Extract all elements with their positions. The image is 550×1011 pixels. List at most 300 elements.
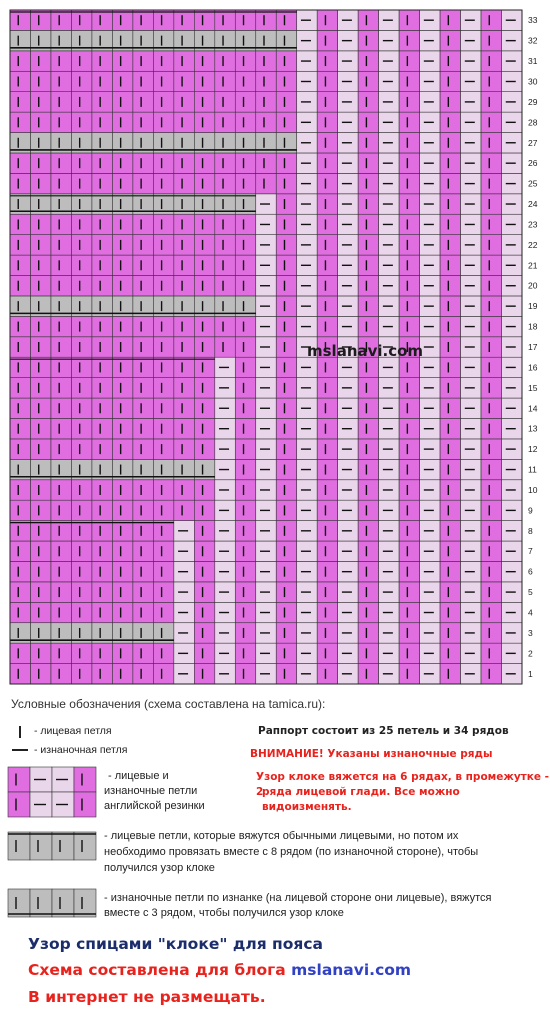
footer-blog-site[interactable]: mslanavi.com bbox=[291, 961, 412, 979]
chart-cell bbox=[399, 214, 419, 234]
chart-cell bbox=[440, 194, 460, 214]
chart-cell bbox=[256, 71, 276, 91]
chart-cell bbox=[153, 439, 173, 459]
chart-cell bbox=[317, 643, 337, 663]
chart-cell bbox=[133, 357, 153, 377]
chart-cell bbox=[399, 173, 419, 193]
chart-cell bbox=[399, 357, 419, 377]
row-number: 17 bbox=[528, 342, 538, 352]
chart-cell bbox=[235, 173, 255, 193]
chart-cell bbox=[399, 480, 419, 500]
chart-cell bbox=[112, 643, 132, 663]
chart-cell bbox=[174, 235, 194, 255]
chart-cell bbox=[153, 643, 173, 663]
chart-cell bbox=[235, 92, 255, 112]
chart-cell bbox=[71, 561, 91, 581]
chart-cell bbox=[399, 92, 419, 112]
chart-cell bbox=[71, 439, 91, 459]
chart-cell bbox=[30, 276, 50, 296]
chart-cell bbox=[71, 71, 91, 91]
chart-cell bbox=[51, 173, 71, 193]
chart-cell bbox=[10, 561, 30, 581]
chart-cell bbox=[153, 582, 173, 602]
chart-cell bbox=[10, 92, 30, 112]
chart-cell bbox=[153, 480, 173, 500]
chart-cell bbox=[133, 582, 153, 602]
chart-cell bbox=[133, 378, 153, 398]
info-note-1: Узор клоке вяжется на 6 рядах, в промежутке - 2 bbox=[256, 771, 550, 798]
chart-cell bbox=[481, 439, 501, 459]
chart-cell bbox=[51, 153, 71, 173]
chart-cell bbox=[481, 51, 501, 71]
chart-cell bbox=[276, 51, 296, 71]
chart-cell bbox=[358, 173, 378, 193]
chart-cell bbox=[235, 378, 255, 398]
chart-cell bbox=[399, 133, 419, 153]
chart-cell bbox=[317, 173, 337, 193]
chart-cell bbox=[358, 418, 378, 438]
chart-cell bbox=[317, 51, 337, 71]
chart-cell bbox=[440, 214, 460, 234]
chart-cell bbox=[276, 418, 296, 438]
chart-cell bbox=[317, 418, 337, 438]
chart-cell bbox=[153, 276, 173, 296]
chart-cell bbox=[71, 255, 91, 275]
chart-cell bbox=[399, 10, 419, 30]
chart-cell bbox=[317, 378, 337, 398]
row-number: 16 bbox=[528, 362, 538, 373]
chart-cell bbox=[153, 500, 173, 520]
chart-cell bbox=[399, 71, 419, 91]
chart-cell bbox=[440, 51, 460, 71]
footer-warning: В интернет не размещать. bbox=[28, 988, 266, 1006]
chart-cell bbox=[215, 51, 235, 71]
chart-cell bbox=[481, 398, 501, 418]
chart-cell bbox=[153, 51, 173, 71]
chart-cell bbox=[10, 602, 30, 622]
chart-cell bbox=[30, 235, 50, 255]
chart-cell bbox=[112, 582, 132, 602]
chart-cell bbox=[92, 173, 112, 193]
chart-cell bbox=[399, 664, 419, 684]
chart-cell bbox=[317, 255, 337, 275]
row-number: 12 bbox=[528, 444, 538, 455]
chart-cell bbox=[71, 214, 91, 234]
chart-cell bbox=[71, 602, 91, 622]
chart-cell bbox=[481, 521, 501, 541]
chart-cell bbox=[51, 418, 71, 438]
chart-cell bbox=[481, 541, 501, 561]
chart-cell bbox=[133, 439, 153, 459]
chart-cell bbox=[481, 173, 501, 193]
chart-cell bbox=[235, 664, 255, 684]
chart-cell bbox=[235, 439, 255, 459]
chart-cell bbox=[92, 51, 112, 71]
swatch-cell bbox=[52, 832, 74, 860]
rib-swatch-icon bbox=[7, 766, 97, 818]
chart-cell bbox=[10, 316, 30, 336]
chart-cell bbox=[51, 500, 71, 520]
footer-blog bbox=[28, 961, 411, 979]
chart-cell bbox=[481, 561, 501, 581]
chart-cell bbox=[481, 316, 501, 336]
chart-cell bbox=[440, 30, 460, 50]
chart-cell bbox=[358, 378, 378, 398]
chart-cell bbox=[30, 10, 50, 30]
chart-cell bbox=[481, 500, 501, 520]
chart-cell bbox=[481, 194, 501, 214]
chart-cell bbox=[276, 398, 296, 418]
chart-cell bbox=[235, 561, 255, 581]
chart-cell bbox=[153, 664, 173, 684]
chart-cell bbox=[235, 541, 255, 561]
chart-cell bbox=[317, 194, 337, 214]
chart-cell bbox=[317, 112, 337, 132]
chart-cell bbox=[481, 337, 501, 357]
chart-cell bbox=[481, 459, 501, 479]
chart-cell bbox=[399, 500, 419, 520]
chart-cell bbox=[317, 439, 337, 459]
chart-cell bbox=[481, 418, 501, 438]
chart-cell bbox=[71, 521, 91, 541]
chart-cell bbox=[92, 92, 112, 112]
chart-cell bbox=[256, 112, 276, 132]
row-number: 15 bbox=[528, 382, 538, 393]
chart-cell bbox=[194, 500, 214, 520]
chart-cell bbox=[399, 561, 419, 581]
chart-cell bbox=[215, 71, 235, 91]
warning-note: ВНИМАНИЕ! Указаны изнаночные ряды bbox=[250, 748, 493, 760]
chart-cell bbox=[71, 643, 91, 663]
chart-cell bbox=[153, 173, 173, 193]
chart-cell bbox=[133, 276, 153, 296]
chart-cell bbox=[440, 623, 460, 643]
chart-cell bbox=[112, 439, 132, 459]
chart-cell bbox=[235, 276, 255, 296]
swatch-cell bbox=[30, 889, 52, 917]
chart-cell bbox=[153, 92, 173, 112]
chart-cell bbox=[10, 10, 30, 30]
row-number: 22 bbox=[528, 239, 538, 250]
chart-cell bbox=[30, 112, 50, 132]
chart-cell bbox=[10, 235, 30, 255]
chart-cell bbox=[112, 112, 132, 132]
chart-cell bbox=[194, 214, 214, 234]
legend-title: Условные обозначения (схема составлена на tamica.ru): bbox=[11, 697, 326, 711]
chart-cell bbox=[71, 398, 91, 418]
chart-cell bbox=[440, 500, 460, 520]
chart-cell bbox=[92, 112, 112, 132]
footer-title: Узор спицами "клоке" для пояса bbox=[28, 935, 324, 953]
chart-cell bbox=[235, 623, 255, 643]
chart-cell bbox=[51, 337, 71, 357]
chart-cell bbox=[51, 561, 71, 581]
chart-cell bbox=[30, 92, 50, 112]
chart-cell bbox=[317, 276, 337, 296]
row-number: 3 bbox=[528, 627, 533, 638]
chart-cell bbox=[215, 214, 235, 234]
footer-blog-prefix: Схема составлена для блога bbox=[28, 961, 292, 979]
chart-cell bbox=[276, 643, 296, 663]
chart-cell bbox=[440, 418, 460, 438]
chart-cell bbox=[51, 480, 71, 500]
chart-cell bbox=[30, 561, 50, 581]
chart-cell bbox=[153, 337, 173, 357]
chart-cell bbox=[215, 173, 235, 193]
chart-cell bbox=[276, 71, 296, 91]
chart-cell bbox=[440, 316, 460, 336]
chart-cell bbox=[174, 51, 194, 71]
chart-cell bbox=[399, 643, 419, 663]
chart-cell bbox=[30, 71, 50, 91]
chart-cell bbox=[71, 316, 91, 336]
chart-cell bbox=[30, 378, 50, 398]
chart-cell bbox=[235, 153, 255, 173]
chart-cell bbox=[317, 623, 337, 643]
chart-cell bbox=[153, 561, 173, 581]
chart-cell bbox=[153, 398, 173, 418]
chart-cell bbox=[317, 541, 337, 561]
chart-cell bbox=[256, 92, 276, 112]
chart-cell bbox=[133, 92, 153, 112]
chart-cell bbox=[133, 500, 153, 520]
chart-cell bbox=[358, 643, 378, 663]
chart-cell bbox=[10, 418, 30, 438]
chart-cell bbox=[399, 602, 419, 622]
chart-cell bbox=[71, 276, 91, 296]
chart-cell bbox=[399, 235, 419, 255]
chart-cell bbox=[235, 255, 255, 275]
chart-cell bbox=[10, 153, 30, 173]
chart-cell bbox=[481, 255, 501, 275]
chart-cell bbox=[440, 153, 460, 173]
chart-cell bbox=[194, 541, 214, 561]
chart-cell bbox=[235, 398, 255, 418]
chart-cell bbox=[194, 276, 214, 296]
chart-cell bbox=[399, 194, 419, 214]
chart-cell bbox=[174, 10, 194, 30]
chart-cell bbox=[194, 623, 214, 643]
chart-cell bbox=[276, 623, 296, 643]
chart-cell bbox=[235, 316, 255, 336]
chart-cell bbox=[235, 337, 255, 357]
chart-cell bbox=[30, 664, 50, 684]
chart-cell bbox=[399, 51, 419, 71]
chart-cell bbox=[51, 71, 71, 91]
chart-cell bbox=[112, 500, 132, 520]
legend-rib-2: изнаночные петли bbox=[104, 785, 198, 797]
chart-cell bbox=[276, 10, 296, 30]
chart-cell bbox=[174, 255, 194, 275]
chart-cell bbox=[358, 296, 378, 316]
chart-cell bbox=[92, 235, 112, 255]
chart-cell bbox=[440, 337, 460, 357]
chart-cell bbox=[276, 439, 296, 459]
chart-cell bbox=[317, 10, 337, 30]
chart-cell bbox=[317, 357, 337, 377]
chart-cell bbox=[71, 112, 91, 132]
chart-cell bbox=[235, 643, 255, 663]
chart-cell bbox=[317, 561, 337, 581]
swatch-cell bbox=[8, 832, 30, 860]
chart-cell bbox=[481, 30, 501, 50]
chart-cell bbox=[256, 51, 276, 71]
chart-cell bbox=[174, 500, 194, 520]
chart-cell bbox=[317, 500, 337, 520]
chart-cell bbox=[317, 92, 337, 112]
chart-cell bbox=[92, 439, 112, 459]
chart-cell bbox=[10, 664, 30, 684]
chart-cell bbox=[256, 10, 276, 30]
chart-cell bbox=[358, 316, 378, 336]
chart-cell bbox=[112, 51, 132, 71]
chart-cell bbox=[235, 51, 255, 71]
chart-cell bbox=[358, 602, 378, 622]
chart-cell bbox=[30, 643, 50, 663]
chart-cell bbox=[71, 51, 91, 71]
chart-cell bbox=[440, 664, 460, 684]
chart-cell bbox=[194, 153, 214, 173]
chart-cell bbox=[481, 623, 501, 643]
chart-cell bbox=[358, 10, 378, 30]
chart-cell bbox=[194, 521, 214, 541]
chart-cell bbox=[399, 459, 419, 479]
chart-cell bbox=[51, 439, 71, 459]
chart-cell bbox=[30, 316, 50, 336]
chart-cell bbox=[174, 153, 194, 173]
chart-cell bbox=[133, 51, 153, 71]
swatch-cell bbox=[74, 832, 96, 860]
chart-cell bbox=[481, 357, 501, 377]
chart-cell bbox=[215, 316, 235, 336]
chart-cell bbox=[215, 235, 235, 255]
chart-cell bbox=[112, 276, 132, 296]
chart-cell bbox=[92, 398, 112, 418]
chart-cell bbox=[174, 112, 194, 132]
legend-gray3-2: вместе с 3 рядом, чтобы получился узор клоке bbox=[104, 907, 344, 919]
chart-cell bbox=[51, 398, 71, 418]
chart-cell bbox=[10, 173, 30, 193]
chart-cell bbox=[276, 357, 296, 377]
chart-cell bbox=[194, 316, 214, 336]
chart-cell bbox=[51, 521, 71, 541]
chart-cell bbox=[112, 337, 132, 357]
chart-cell bbox=[235, 521, 255, 541]
chart-cell bbox=[440, 357, 460, 377]
chart-cell bbox=[51, 582, 71, 602]
chart-cell bbox=[276, 541, 296, 561]
chart-cell bbox=[153, 521, 173, 541]
chart-cell bbox=[399, 398, 419, 418]
chart-cell bbox=[358, 500, 378, 520]
chart-cell bbox=[112, 602, 132, 622]
row-number: 28 bbox=[528, 117, 538, 128]
chart-cell bbox=[235, 500, 255, 520]
chart-cell bbox=[440, 255, 460, 275]
chart-cell bbox=[215, 153, 235, 173]
chart-cell bbox=[235, 235, 255, 255]
chart-cell bbox=[174, 480, 194, 500]
chart-cell bbox=[194, 51, 214, 71]
chart-cell bbox=[133, 480, 153, 500]
chart-cell bbox=[30, 398, 50, 418]
chart-cell bbox=[10, 51, 30, 71]
chart-cell bbox=[481, 112, 501, 132]
chart-cell bbox=[194, 664, 214, 684]
chart-cell bbox=[30, 521, 50, 541]
chart-cell bbox=[133, 214, 153, 234]
chart-cell bbox=[112, 235, 132, 255]
chart-cell bbox=[440, 276, 460, 296]
gray-row3-swatch-icon bbox=[7, 888, 97, 918]
chart-cell bbox=[358, 276, 378, 296]
chart-cell bbox=[133, 418, 153, 438]
chart-cell bbox=[440, 439, 460, 459]
chart-cell bbox=[112, 521, 132, 541]
chart-cell bbox=[112, 255, 132, 275]
chart-cell bbox=[71, 541, 91, 561]
chart-cell bbox=[235, 71, 255, 91]
chart-cell bbox=[317, 296, 337, 316]
chart-cell bbox=[10, 378, 30, 398]
row-number: 26 bbox=[528, 158, 538, 169]
chart-cell bbox=[358, 541, 378, 561]
chart-cell bbox=[276, 500, 296, 520]
chart-cell bbox=[51, 378, 71, 398]
chart-cell bbox=[174, 316, 194, 336]
chart-cell bbox=[51, 214, 71, 234]
chart-cell bbox=[481, 582, 501, 602]
chart-cell bbox=[133, 337, 153, 357]
chart-cell bbox=[358, 51, 378, 71]
chart-cell bbox=[153, 112, 173, 132]
row-number: 7 bbox=[528, 546, 533, 557]
chart-cell bbox=[174, 357, 194, 377]
chart-cell bbox=[51, 602, 71, 622]
swatch-cell bbox=[74, 889, 96, 917]
chart-cell bbox=[133, 316, 153, 336]
row-number: 29 bbox=[528, 96, 538, 107]
chart-cell bbox=[194, 255, 214, 275]
chart-cell bbox=[133, 541, 153, 561]
chart-cell bbox=[358, 521, 378, 541]
chart-cell bbox=[10, 276, 30, 296]
chart-cell bbox=[133, 398, 153, 418]
legend-gray8-1: - лицевые петли, которые вяжутся обычными лицевыми, но потом их bbox=[104, 830, 459, 842]
chart-cell bbox=[399, 541, 419, 561]
chart-cell bbox=[235, 112, 255, 132]
chart-cell bbox=[358, 439, 378, 459]
row-number: 6 bbox=[528, 566, 533, 577]
chart-cell bbox=[153, 10, 173, 30]
chart-cell bbox=[133, 235, 153, 255]
row-number: 13 bbox=[528, 423, 538, 434]
chart-cell bbox=[51, 643, 71, 663]
chart-cell bbox=[51, 235, 71, 255]
chart-cell bbox=[71, 153, 91, 173]
chart-cell bbox=[317, 133, 337, 153]
chart-cell bbox=[71, 337, 91, 357]
chart-cell bbox=[440, 173, 460, 193]
chart-cell bbox=[317, 582, 337, 602]
row-number: 30 bbox=[528, 76, 538, 87]
chart-cell bbox=[276, 194, 296, 214]
chart-cell bbox=[153, 71, 173, 91]
chart-cell bbox=[481, 480, 501, 500]
chart-cell bbox=[317, 71, 337, 91]
chart-cell bbox=[92, 480, 112, 500]
chart-cell bbox=[112, 357, 132, 377]
